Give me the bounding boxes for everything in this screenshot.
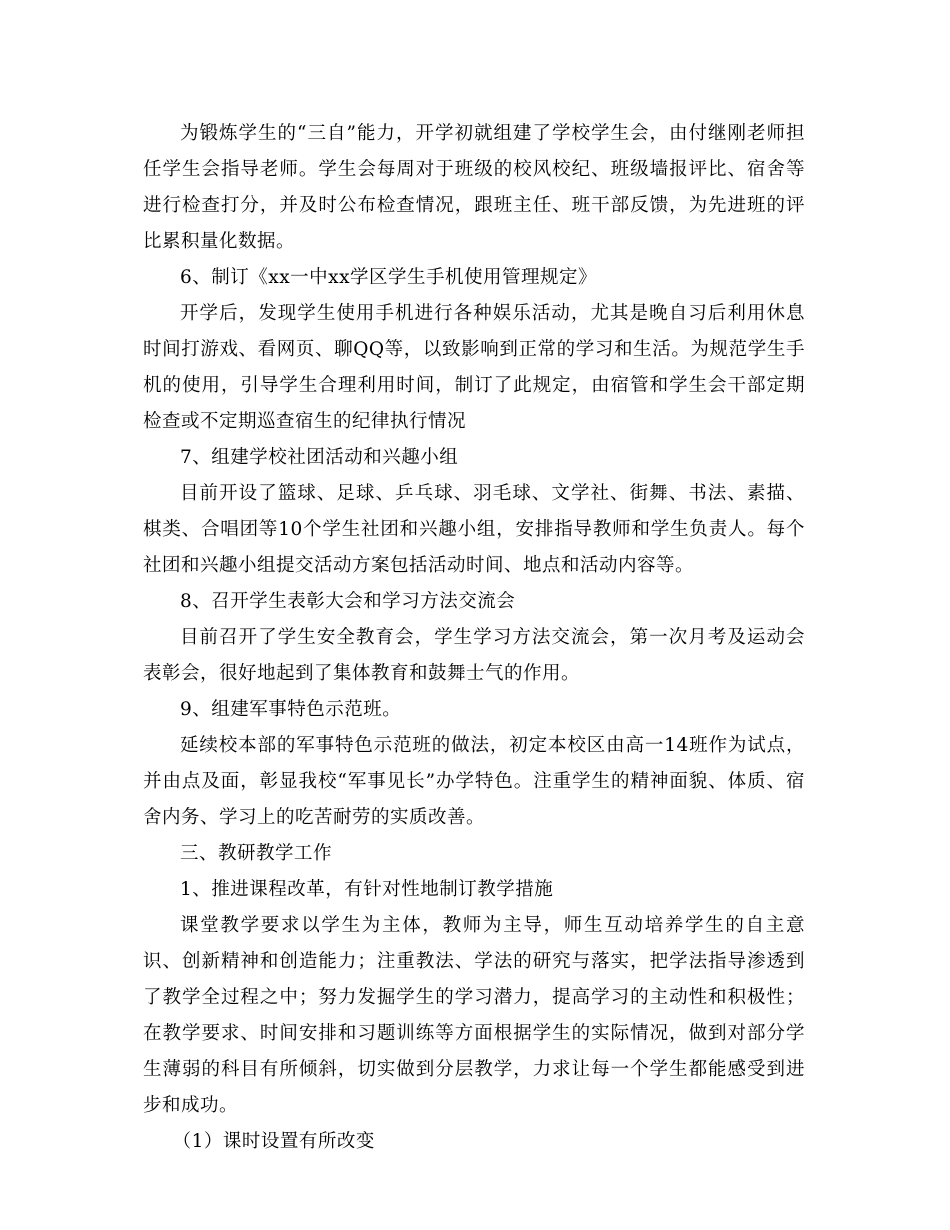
paragraph-military-class: 延续校本部的军事特色示范班的做法，初定本校区由高一14班作为试点，并由点及面，彰显我校“军事见长”办学特色。注重学生的精神面貌、体质、宿舍内务、学习上的吃苦耐劳的实质改善。 xyxy=(143,735,805,828)
heading-military-class: 9、组建军事特色示范班。 xyxy=(180,699,402,720)
paragraph-commendation-meeting: 目前召开了学生安全教育会，学生学习方法交流会，第一次月考及运动会表彰会，很好地起到了集体教育和鼓舞士气的作用。 xyxy=(143,627,805,684)
section-heading-teaching-research: 三、教研教学工作 xyxy=(180,843,333,864)
heading-clubs: 7、组建学校社团活动和兴趣小组 xyxy=(180,447,459,468)
paragraph-phone-rules: 开学后，发现学生使用手机进行各种娱乐活动，尤其是晚自习后利用休息时间打游戏、看网页、聊QQ等，以致影响到正常的学习和生活。为规范学生手机的使用，引导学生合理利用时间，制订了此规定，由宿管和学生会干部定期检查或不定期巡查宿生的纪律执行情况 xyxy=(143,303,805,432)
heading-commendation-meeting: 8、召开学生表彰大会和学习方法交流会 xyxy=(180,591,516,612)
paragraph-student-union: 为锻炼学生的“三自”能力，开学初就组建了学校学生会，由付继刚老师担任学生会指导老师。学生会每周对于班级的校风校纪、班级墙报评比、宿舍等进行检查打分，并及时公布检查情况，跟班主任、班干部反馈，为先进班的评比累积量化数据。 xyxy=(143,123,805,252)
paragraph-clubs: 目前开设了篮球、足球、乒乓球、羽毛球、文学社、街舞、书法、素描、棋类、合唱团等10个学生社团和兴趣小组，安排指导教师和学生负责人。每个社团和兴趣小组提交活动方案包括活动时间、地点和活动内容等。 xyxy=(143,483,805,576)
heading-phone-rules: 6、制订《xx一中xx学区学生手机使用管理规定》 xyxy=(180,267,598,288)
heading-curriculum-reform: 1、推进课程改革，有针对性地制订教学措施 xyxy=(180,879,554,900)
document-body xyxy=(143,116,805,1160)
subheading-class-hours: （1）课时设置有所改变 xyxy=(172,1131,375,1152)
paragraph-curriculum-reform: 课堂教学要求以学生为主体，教师为主导，师生互动培养学生的自主意识、创新精神和创造能力；注重教法、学法的研究与落实，把学法指导渗透到了教学全过程之中；努力发掘学生的学习潜力，提高学习的主动性和积极性；在教学要求、时间安排和习题训练等方面根据学生的实际情况，做到对部分学生薄弱的科目有所倾斜，切实做到分层教学，力求让每一个学生都能感受到进步和成功。 xyxy=(143,915,805,1116)
